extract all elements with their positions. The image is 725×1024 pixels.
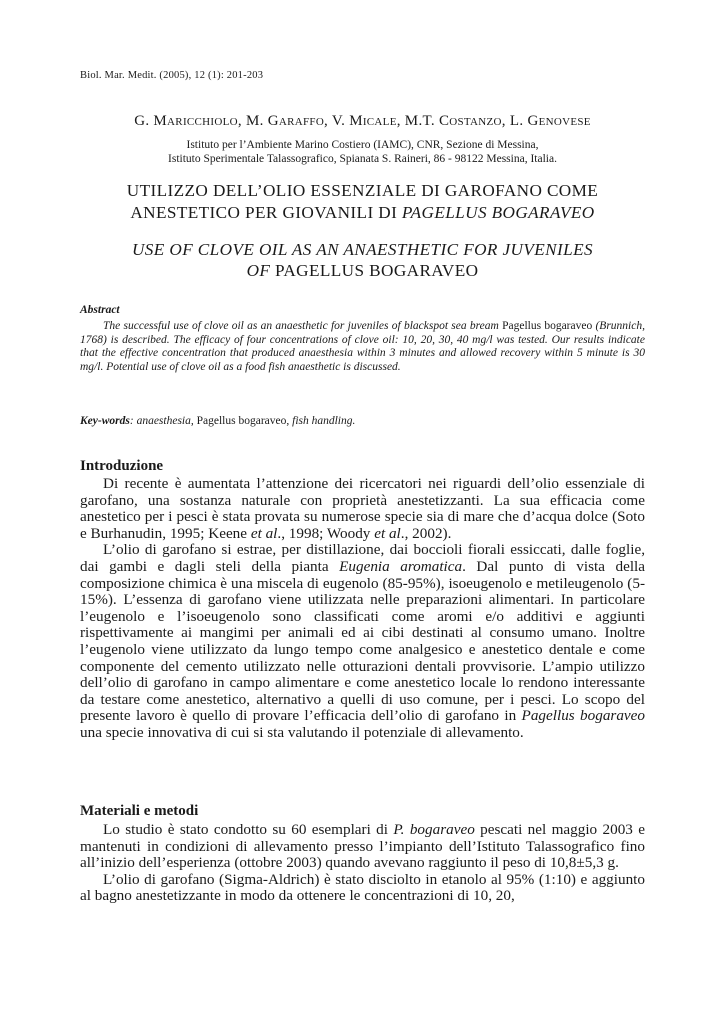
methods-heading: Materiali e metodi — [80, 803, 199, 819]
abstract-text-2: (Brunnich, 1768) is described. The efficacy of four concentrations of clove oil: 10, 20, 30, 40 mg/l was tested. Our results indicate that the effective concentration that produced anaesthesia within 3 minutes and allowed recovery within 5 minute is 30 mg/l. Potential use of clove oil as a food fish anaesthetic is discussed. — [80, 320, 645, 373]
intro-text: ., 1998; Woody — [277, 524, 375, 542]
intro-text: Di recente è aumentata l’attenzione dei ricercatori nei riguardi dell’olio essenziale di garofano, una sostanza naturale con proprietà anestetizzanti. La sua efficacia come anestetico per i pesci è stata provata su numerose specie sia di mare che d’acqua dolce (Soto e Burhanudin, 1995; Keene — [80, 475, 645, 542]
keyword-3: fish handling. — [289, 415, 356, 427]
intro-text: ., 2002). — [400, 524, 452, 542]
intro-text: una specie innovativa di cui si sta valutando il potenziale di allevamento. — [80, 723, 524, 741]
abstract-text-1: The successful use of clove oil as an anaesthetic for juveniles of blackspot sea bream — [103, 320, 503, 332]
intro-species: Pagellus bogaraveo — [521, 707, 646, 725]
intro-et-al: et al — [250, 524, 278, 542]
keyword-2: Pagellus bogaraveo, — [193, 415, 290, 427]
methods-species: P. bogaraveo — [393, 821, 475, 838]
methods-body — [80, 822, 645, 905]
abstract-species: Pagellus bogaraveo — [502, 320, 593, 332]
methods-paragraph-1 — [80, 822, 645, 872]
keywords-label: Key-words — [80, 415, 130, 427]
english-title-line-2 — [0, 261, 725, 281]
author-list: G. Maricchiolo, M. Garaffo, V. Micale, M.T. Costanzo, L. Genovese — [134, 113, 591, 129]
methods-paragraph-2: L’olio di garofano (Sigma-Aldrich) è stato disciolto in etanolo al 95% (1:10) e aggiunto al bagno anestetizzante in modo da ottenere le concentrazioni di 10, 20, — [80, 870, 645, 905]
keywords-colon: : — [129, 415, 137, 427]
intro-plant-name: Eugenia aromatica — [339, 557, 463, 575]
english-title-of: OF — [246, 261, 271, 280]
intro-et-al: et al — [374, 524, 401, 542]
affiliation-line-2: Istituto Sperimentale Talassografico, Spianata S. Raineri, 86 - 98122 Messina, Italia. — [168, 153, 557, 165]
methods-text: Lo studio è stato condotto su 60 esemplari di — [103, 821, 394, 838]
keywords — [80, 415, 355, 427]
italian-title-line-2 — [0, 203, 725, 223]
keyword-1: anaesthesia, — [136, 415, 194, 427]
methods-text: pescati nel maggio 2003 e mantenuti in condizioni di allevamento presso l’impianto dell’Istituto Talassografico fino all’inizio dell’esperienza (ottobre 2003) quando avevano raggiunto il peso di 10,8±5,3 g. — [80, 821, 645, 872]
english-title-line-1: USE OF CLOVE OIL AS AN ANAESTHETIC FOR JUVENILES — [132, 240, 593, 259]
intro-paragraph-1 — [80, 476, 645, 542]
english-title-species: PAGELLUS BOGARAVEO — [270, 261, 479, 280]
introduction-body — [80, 476, 645, 742]
intro-text: L’olio di garofano si estrae, per distillazione, dai boccioli fiorali essiccati, dalle foglie, dai gambi e dagli steli della pianta — [80, 541, 645, 575]
italian-title-line-1: UTILIZZO DELL’OLIO ESSENZIALE DI GAROFANO COME — [126, 181, 599, 200]
italian-title-species: PAGELLUS BOGARAVEO — [401, 203, 595, 222]
abstract-body — [80, 320, 645, 374]
introduction-heading: Introduzione — [80, 458, 164, 474]
journal-citation: Biol. Mar. Medit. (2005), 12 (1): 201-203 — [80, 70, 264, 81]
intro-text: . Dal punto di vista della composizione chimica è una miscela di eugenolo (85-95%), isoeugenolo e metileugenolo (5-15%). L’essenza di garofano viene utilizzata nelle preparazioni alimentari. In particolare l’eugenolo e l’isoeugenolo sono classificati come aromi e/o additivi e aggiunti rispettivamente ai mangimi per animali ed ai cibi destinati al consumo umano. Inoltre l’eugenolo viene utilizzato da lungo tempo come analgesico e anestetico dentale e come componente del cemento utilizzato nelle otturazioni dentali provvisorie. L’ampio utilizzo dell’olio di garofano in campo alimentare e come anestetico locale lo rendono interessante da testare come anestetico, alternativo a quelli di uso comune, per i pesci. Lo scopo del presente lavoro è quello di provare l’efficacia dell’olio di garofano in — [80, 557, 645, 725]
affiliation-line-1: Istituto per l’Ambiente Marino Costiero (IAMC), CNR, Sezione di Messina, — [186, 139, 539, 151]
intro-paragraph-2 — [80, 542, 645, 741]
abstract-heading: Abstract — [80, 304, 120, 316]
italian-title-text: ANESTETICO PER GIOVANILI DI — [130, 203, 402, 222]
